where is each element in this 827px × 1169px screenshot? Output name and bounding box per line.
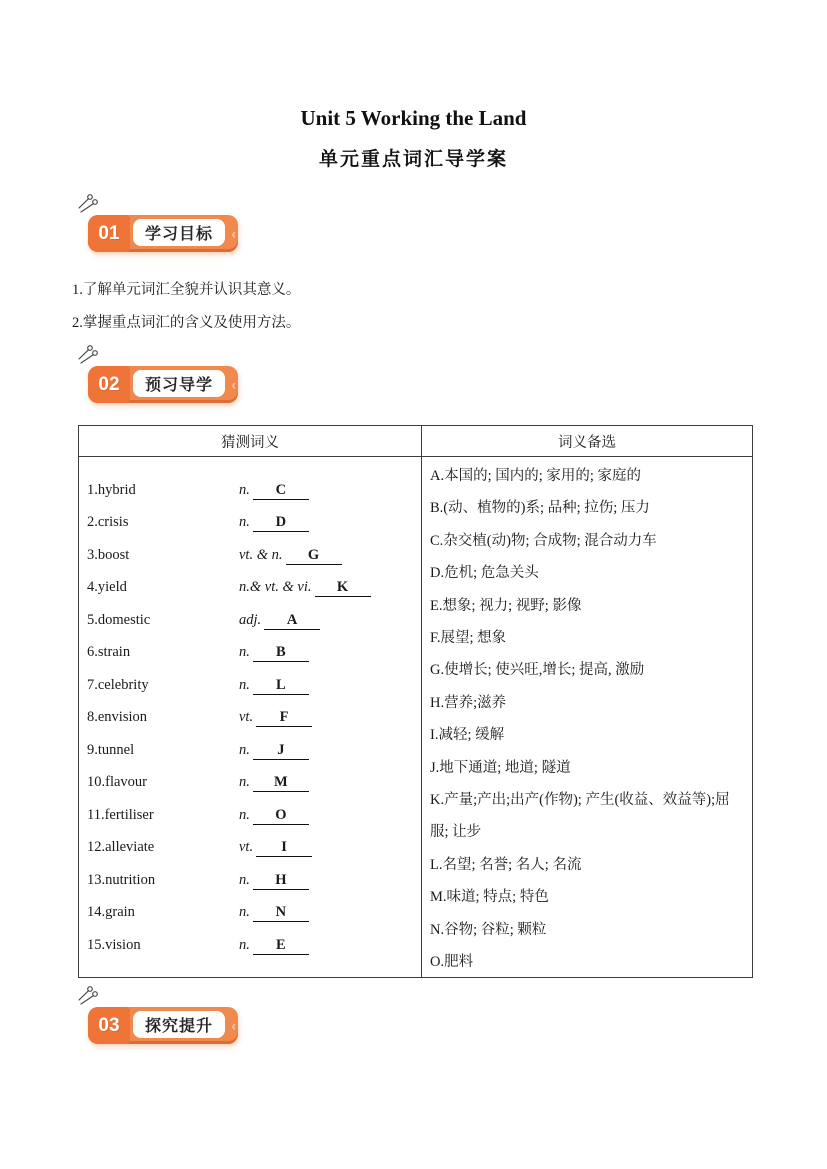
table-body — [79, 457, 752, 977]
chevron-left-icon — [231, 225, 236, 241]
vocab-answer-blank: B — [253, 643, 309, 662]
page-title: Unit 5 Working the Land — [300, 106, 527, 130]
vocab-word-row — [87, 474, 421, 507]
vocab-word-row — [87, 702, 421, 735]
vocab-part-of-speech: vt. — [239, 709, 254, 726]
vocab-answer-blank: G — [286, 546, 342, 565]
vocab-part-of-speech: n. — [239, 936, 250, 953]
badge-number: 02 — [88, 366, 130, 403]
vocab-term: 6.strain — [87, 644, 131, 661]
table-header-row — [79, 426, 752, 457]
vocab-term: 10.flavour — [87, 774, 147, 791]
vocab-term: 8.envision — [87, 709, 148, 726]
vocab-part-of-speech: n.& vt. & vi. — [239, 579, 312, 596]
definition-item: J.地下通道; 地道; 隧道 — [430, 759, 571, 776]
vocab-term: 7.celebrity — [87, 676, 149, 693]
definition-item: E.想象; 视力; 视野; 影像 — [430, 597, 582, 614]
badge-number: 01 — [88, 215, 130, 252]
vocab-part-of-speech: n. — [239, 741, 250, 758]
vocab-term: 3.boost — [87, 546, 130, 563]
vocab-answer-blank: C — [253, 481, 309, 500]
definition-item: D.危机; 危急关头 — [430, 565, 539, 582]
vocab-part-of-speech: vt. — [239, 839, 254, 856]
vocab-part-of-speech: vt. & n. — [239, 546, 283, 563]
vocab-term: 9.tunnel — [87, 741, 135, 758]
vocab-word-row — [87, 734, 421, 767]
vocab-part-of-speech: n. — [239, 871, 250, 888]
objective-line: 1.了解单元词汇全貌并认识其意义。 — [72, 282, 301, 298]
vocab-part-of-speech: n. — [239, 481, 250, 498]
vocab-part-of-speech: n. — [239, 774, 250, 791]
vocab-part-of-speech: n. — [239, 904, 250, 921]
vocab-word-row — [87, 669, 421, 702]
vocab-answer-blank: M — [253, 773, 309, 792]
vocab-part-of-speech: n. — [239, 514, 250, 531]
vocab-part-of-speech: n. — [239, 644, 250, 661]
word-list — [79, 457, 422, 977]
vocab-answer-blank: O — [253, 806, 309, 825]
vocab-word-row — [87, 864, 421, 897]
definition-item: G.使增长; 使兴旺,增长; 提高, 激励 — [430, 662, 645, 679]
vocab-table — [78, 425, 753, 978]
table-header-guess-meaning: 猜测词义 — [79, 426, 422, 456]
definition-item: H.营养;滋养 — [430, 694, 507, 711]
objective-line: 2.掌握重点词汇的含义及使用方法。 — [72, 315, 301, 331]
vocab-word-row — [87, 929, 421, 962]
definition-item: O.肥料 — [430, 954, 474, 971]
vocab-word-row — [87, 637, 421, 670]
vocab-answer-blank: A — [264, 611, 320, 630]
vocab-term: 13.nutrition — [87, 871, 156, 888]
vocab-part-of-speech: n. — [239, 806, 250, 823]
page-subtitle: 单元重点词汇导学案 — [318, 149, 508, 170]
section-badge-exploration — [88, 1007, 238, 1044]
objectives-block — [72, 274, 300, 340]
vocab-term: 4.yield — [87, 579, 127, 596]
definition-item: M.味道; 特点; 特色 — [430, 889, 549, 906]
badge-number: 03 — [88, 1007, 130, 1044]
vocab-answer-blank: J — [253, 741, 309, 760]
vocab-term: 11.fertiliser — [87, 806, 154, 823]
definition-list — [422, 457, 752, 977]
vocab-word-row — [87, 507, 421, 540]
vocab-term: 12.alleviate — [87, 839, 155, 856]
definition-item: N.谷物; 谷粒; 颗粒 — [430, 921, 547, 938]
vocab-answer-blank: K — [315, 578, 371, 597]
vocab-answer-blank: H — [253, 871, 309, 890]
definition-item: I.减轻; 缓解 — [430, 727, 505, 744]
table-header-meaning-options: 词义备选 — [558, 434, 616, 451]
badge-label: 探究提升 — [133, 1011, 225, 1038]
vocab-answer-blank: E — [253, 936, 309, 955]
section-badge-preview — [88, 366, 238, 403]
vocab-term: 2.crisis — [87, 514, 129, 531]
definition-item: K.产量;产出;出产(作物); 产生(收益、效益等);屈服; 让步 — [430, 792, 730, 841]
chevron-left-icon — [231, 1017, 236, 1033]
vocab-word-row — [87, 832, 421, 865]
definition-item: L.名望; 名誉; 名人; 名流 — [430, 856, 582, 873]
definition-item: F.展望; 想象 — [430, 630, 507, 647]
vocab-word-row — [87, 897, 421, 930]
vocab-word-row — [87, 604, 421, 637]
vocab-term: 15.vision — [87, 936, 141, 953]
vocab-answer-blank: F — [256, 708, 312, 727]
vocab-answer-blank: N — [253, 903, 309, 922]
vocab-answer-blank: I — [256, 838, 312, 857]
vocab-word-row — [87, 572, 421, 605]
vocab-term: 14.grain — [87, 904, 135, 921]
definition-item: A.本国的; 国内的; 家用的; 家庭的 — [430, 468, 642, 484]
badge-label: 预习导学 — [133, 370, 225, 397]
vocab-word-row — [87, 767, 421, 800]
definition-item: C.杂交植(动)物; 合成物; 混合动力车 — [430, 532, 657, 549]
badge-label: 学习目标 — [133, 219, 225, 246]
vocab-term: 1.hybrid — [87, 481, 136, 498]
vocab-term: 5.domestic — [87, 611, 151, 628]
vocab-part-of-speech: n. — [239, 676, 250, 693]
chevron-left-icon — [231, 376, 236, 392]
vocab-answer-blank: L — [253, 676, 309, 695]
vocab-word-row — [87, 799, 421, 832]
definition-item: B.(动、植物的)系; 品种; 拉伤; 压力 — [430, 500, 650, 517]
vocab-part-of-speech: adj. — [239, 611, 262, 628]
section-badge-learning-goals — [88, 215, 238, 252]
vocab-word-row — [87, 539, 421, 572]
vocab-answer-blank: D — [253, 513, 309, 532]
